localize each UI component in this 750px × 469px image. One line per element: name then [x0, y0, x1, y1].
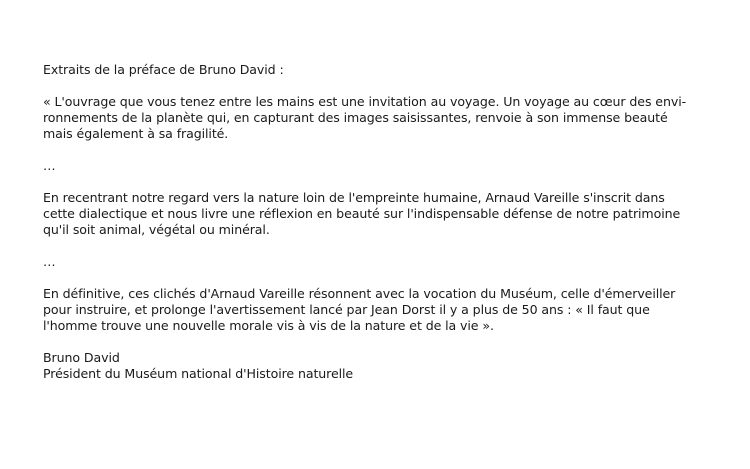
para2-line1: En recentrant notre regard vers la nature loin de l'empreinte humaine, Arnaud Vareille s'inscrit dans [43, 190, 665, 205]
spacer [43, 334, 713, 350]
spacer [43, 270, 713, 286]
para1-line3: mais également à sa fragilité. [43, 126, 229, 141]
ellipsis-2: … [43, 254, 56, 269]
spacer [43, 78, 713, 94]
ellipsis-1: … [43, 158, 56, 173]
spacer [43, 142, 713, 158]
para1-line2: ronnements de la planète qui, en capturant des images saisissantes, renvoie à son immense beauté [43, 110, 668, 125]
signature-title: Président du Muséum national d'Histoire naturelle [43, 366, 354, 381]
preface-excerpt [43, 62, 713, 382]
spacer [43, 174, 713, 190]
para3-line2: pour instruire, et prolonge l'avertissement lancé par Jean Dorst il y a plus de 50 ans : « Il faut que [43, 302, 650, 317]
spacer [43, 238, 713, 254]
para3-line1: En définitive, ces clichés d'Arnaud Vareille résonnent avec la vocation du Muséum, celle d'émerveiller [43, 286, 676, 301]
signature-name: Bruno David [43, 350, 120, 365]
para2-line2: cette dialectique et nous livre une réflexion en beauté sur l'indispensable défense de notre patrimoine [43, 206, 681, 221]
para1-line1: « L'ouvrage que vous tenez entre les mains est une invitation au voyage. Un voyage au cœur des envi- [43, 94, 687, 109]
para2-line3: qu'il soit animal, végétal ou minéral. [43, 222, 270, 237]
para3-line3: l'homme trouve une nouvelle morale vis à vis de la nature et de la vie ». [43, 318, 494, 333]
intro-line: Extraits de la préface de Bruno David : [43, 62, 284, 77]
